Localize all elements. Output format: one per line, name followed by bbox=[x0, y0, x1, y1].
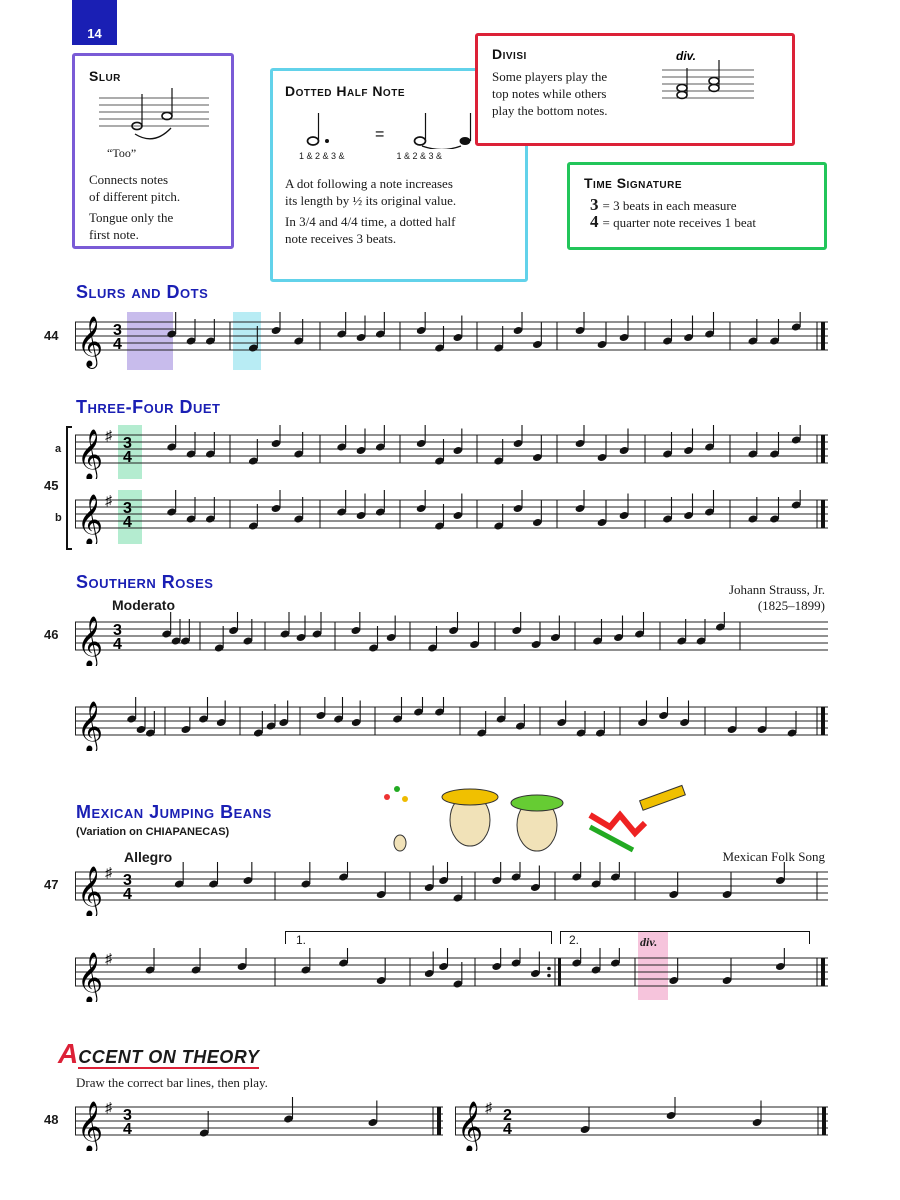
theory-title-rest: CCENT ON THEORY bbox=[78, 1047, 260, 1067]
repeat-sign bbox=[558, 958, 561, 986]
ts-top-text: = 3 beats in each measure bbox=[602, 198, 737, 213]
treble-clef-icon: 𝄞 bbox=[77, 617, 104, 666]
part-b-label: b bbox=[55, 512, 62, 524]
sharp-icon: ♯ bbox=[105, 864, 112, 880]
final-barline bbox=[437, 1107, 441, 1135]
jumping-beans-illustration bbox=[375, 775, 695, 865]
theory-first-letter: A bbox=[58, 1038, 79, 1069]
treble-clef-icon: 𝄞 bbox=[77, 953, 104, 1002]
staff-46-line1 bbox=[75, 612, 830, 666]
count-left: 1 & 2 & 3 & bbox=[299, 151, 345, 161]
dotted-line-3: In 3/4 and 4/4 time, a dotted half bbox=[285, 214, 456, 229]
sharp-icon: ♯ bbox=[485, 1099, 492, 1115]
exercise-number-47: 47 bbox=[44, 877, 59, 892]
divisi-example-staff bbox=[662, 46, 762, 116]
divisi-box bbox=[475, 33, 795, 146]
ts-bottom-text: = quarter note receives 1 beat bbox=[602, 215, 757, 230]
staff-45b bbox=[75, 490, 830, 544]
tempo-allegro: Allegro bbox=[124, 849, 173, 865]
title-slurs-and-dots: Slurs and Dots bbox=[76, 282, 209, 302]
title-mexican-jumping-beans: Mexican Jumping Beans bbox=[76, 802, 272, 822]
final-barline bbox=[822, 1107, 826, 1135]
time-sig-bottom: 4 bbox=[123, 1121, 132, 1138]
sharp-icon: ♯ bbox=[105, 492, 112, 508]
slur-word: “Too” bbox=[107, 146, 137, 160]
slur-line-2: of different pitch. bbox=[89, 189, 181, 204]
time-sig-bottom: 4 bbox=[503, 1121, 512, 1138]
first-ending-bracket bbox=[285, 931, 552, 947]
part-a-label: a bbox=[55, 443, 62, 455]
final-barline bbox=[821, 322, 825, 350]
time-sig-top: 3 bbox=[123, 500, 132, 517]
time-sig-top: 3 bbox=[123, 872, 132, 889]
time-sig-bottom: 4 bbox=[113, 636, 122, 653]
subtitle-chiapanecas: (Variation on CHIAPANECAS) bbox=[76, 826, 230, 838]
page-number: 14 bbox=[72, 0, 117, 45]
staff-48-right bbox=[455, 1097, 830, 1151]
treble-clef-icon: 𝄞 bbox=[77, 430, 104, 479]
time-sig-title: Time Signature bbox=[584, 175, 683, 191]
time-sig-bottom: 4 bbox=[123, 886, 132, 903]
composer-strauss bbox=[650, 582, 825, 614]
exercise-number-48: 48 bbox=[44, 1112, 59, 1127]
final-barline bbox=[821, 500, 825, 528]
title-southern-roses: Southern Roses bbox=[76, 572, 214, 592]
exercise-number-45: 45 bbox=[44, 478, 59, 493]
staff-48-left bbox=[75, 1097, 445, 1151]
staff-46-line2 bbox=[75, 697, 830, 751]
exercise-number-44: 44 bbox=[44, 328, 59, 343]
staff-47-line2 bbox=[75, 948, 830, 1002]
ts-top-number: 3 bbox=[590, 195, 599, 214]
final-barline bbox=[821, 958, 825, 986]
composer-dates: (1825–1899) bbox=[757, 598, 825, 613]
tempo-moderato: Moderato bbox=[112, 597, 175, 613]
dotted-line-2: its length by ½ its original value. bbox=[285, 193, 457, 208]
second-ending-bracket bbox=[560, 931, 810, 947]
accent-on-theory-title bbox=[58, 1038, 259, 1070]
slur-line-4: first note. bbox=[89, 227, 139, 242]
composer-folk-song: Mexican Folk Song bbox=[722, 849, 825, 864]
time-sig-top: 3 bbox=[123, 435, 132, 452]
treble-clef-icon: 𝄞 bbox=[77, 317, 104, 366]
dotted-line-1: A dot following a note increases bbox=[285, 176, 453, 191]
divisi-marking-47: div. bbox=[640, 935, 658, 949]
divisi-line-1: Some players play the bbox=[492, 69, 608, 84]
equals-sign: = bbox=[375, 126, 385, 143]
dotted-line-4: note receives 3 beats. bbox=[285, 231, 397, 246]
time-sig-top: 2 bbox=[503, 1107, 512, 1124]
exercise-number-46: 46 bbox=[44, 627, 59, 642]
time-sig-bottom: 4 bbox=[123, 514, 132, 531]
sharp-icon: ♯ bbox=[105, 427, 112, 443]
time-sig-top: 3 bbox=[123, 1107, 132, 1124]
first-ending-label: 1. bbox=[296, 933, 307, 947]
duet-bracket bbox=[66, 426, 72, 550]
highlight-band bbox=[127, 312, 173, 370]
divisi-title: Divisi bbox=[492, 46, 527, 62]
sharp-icon: ♯ bbox=[105, 950, 112, 966]
slur-example-staff bbox=[99, 88, 219, 148]
second-ending-label: 2. bbox=[569, 933, 580, 947]
divisi-line-2: top notes while others bbox=[492, 86, 607, 101]
slur-title: Slur bbox=[89, 68, 121, 84]
divisi-marking: div. bbox=[676, 49, 697, 63]
composer-name: Johann Strauss, Jr. bbox=[728, 582, 825, 597]
ts-bottom-number: 4 bbox=[590, 212, 599, 231]
sharp-icon: ♯ bbox=[105, 1099, 112, 1115]
staff-44 bbox=[75, 312, 830, 370]
treble-clef-icon: 𝄞 bbox=[77, 1102, 104, 1151]
staff-45a bbox=[75, 425, 830, 479]
treble-clef-icon: 𝄞 bbox=[77, 702, 104, 751]
slur-line-1: Connects notes bbox=[89, 172, 169, 187]
treble-clef-icon: 𝄞 bbox=[77, 495, 104, 544]
time-sig-top: 3 bbox=[113, 322, 122, 339]
final-barline bbox=[821, 707, 825, 735]
theory-instruction: Draw the correct bar lines, then play. bbox=[76, 1075, 268, 1090]
title-three-four-duet: Three-Four Duet bbox=[76, 397, 221, 417]
time-sig-top: 3 bbox=[113, 622, 122, 639]
treble-clef-icon: 𝄞 bbox=[77, 867, 104, 916]
final-barline bbox=[821, 435, 825, 463]
treble-clef-icon: 𝄞 bbox=[457, 1102, 484, 1151]
time-signature-box bbox=[567, 162, 827, 250]
count-right: 1 & 2 & 3 & bbox=[396, 151, 443, 161]
dotted-title: Dotted Half Note bbox=[285, 83, 405, 99]
slur-line-3: Tongue only the bbox=[89, 210, 174, 225]
slur-info-box bbox=[72, 53, 234, 249]
staff-47-line1 bbox=[75, 862, 830, 916]
divisi-line-3: play the bottom notes. bbox=[492, 103, 608, 118]
time-sig-bottom: 4 bbox=[123, 449, 132, 466]
time-sig-bottom: 4 bbox=[113, 336, 122, 353]
